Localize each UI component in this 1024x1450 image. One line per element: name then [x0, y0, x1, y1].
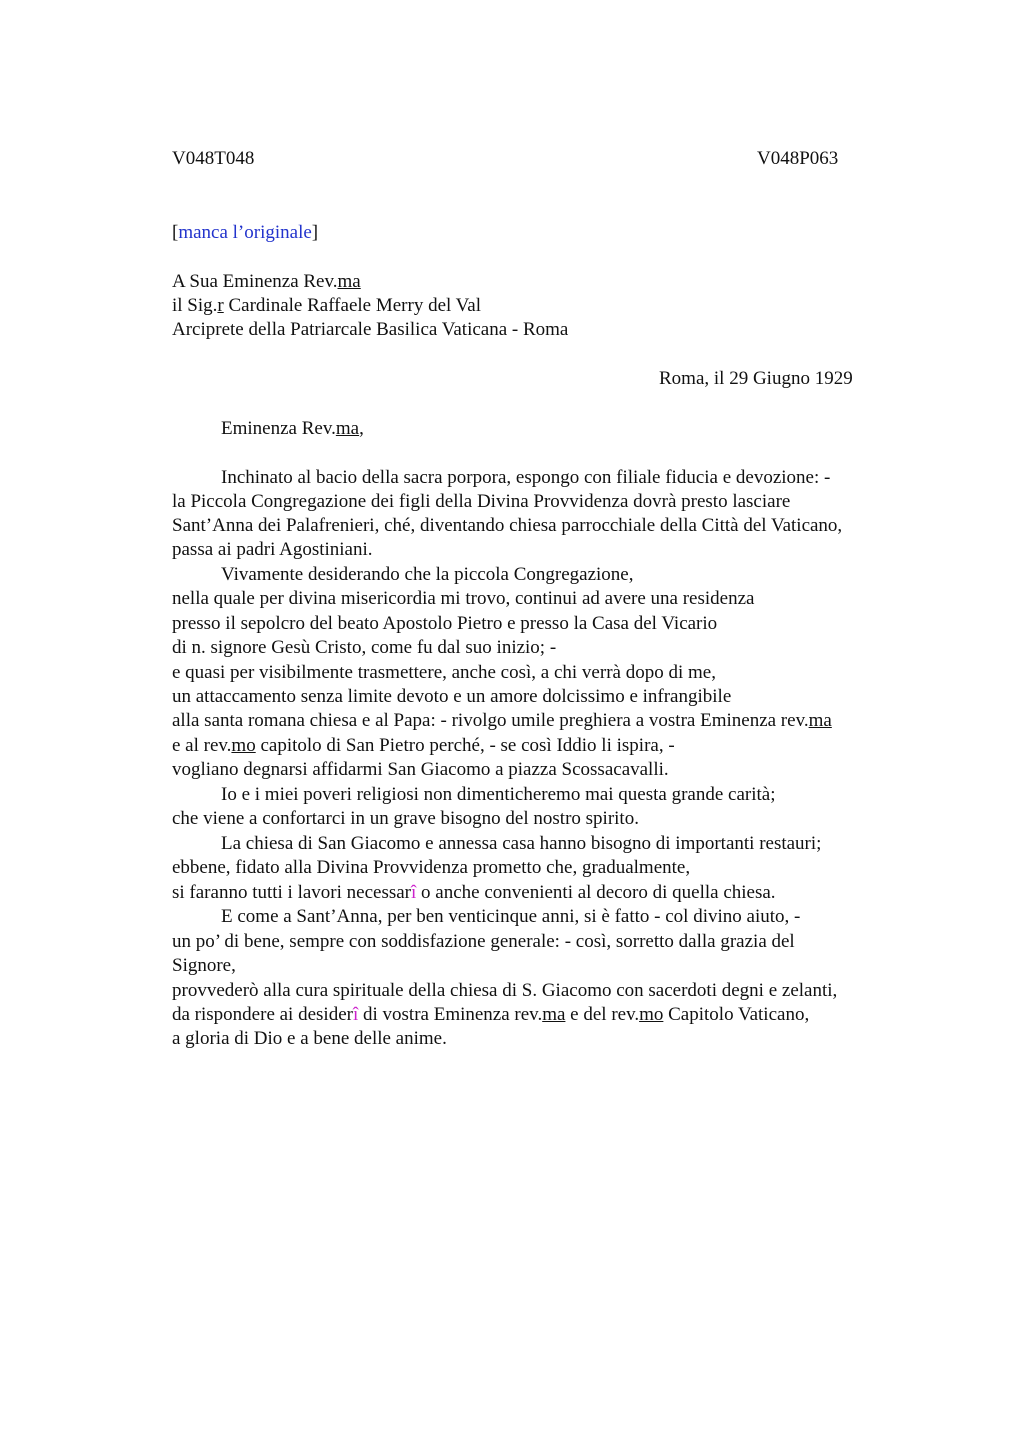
address-line-3: Arciprete della Patriarcale Basilica Vaticana - Roma [172, 319, 569, 340]
header-left-code: V048T048 [172, 148, 255, 169]
header-right-code: V048P063 [757, 148, 839, 169]
body-line: Vivamente desiderando che la piccola Congregazione, [221, 564, 634, 585]
body-line: si faranno tutti i lavori necessarî o anche convenienti al decoro di quella chiesa. [172, 882, 776, 903]
body-line: E come a Sant’Anna, per ben venticinque anni, si è fatto - col divino aiuto, - [221, 906, 801, 927]
body-line: a gloria di Dio e a bene delle anime. [172, 1028, 447, 1049]
body-line: Sant’Anna dei Palafrenieri, ché, diventando chiesa parrocchiale della Città del Vaticano, [172, 515, 843, 536]
address-line-2: il Sig.r Cardinale Raffaele Merry del Val [172, 295, 482, 316]
body-line: provvederò alla cura spirituale della chiesa di S. Giacomo con sacerdoti degni e zelanti, [172, 980, 838, 1001]
body-line: un attaccamento senza limite devoto e un amore dolcissimo e infrangibile [172, 686, 732, 707]
body-line: la Piccola Congregazione dei figli della Divina Provvidenza dovrà presto lasciare [172, 491, 791, 512]
body-line: Inchinato al bacio della sacra porpora, espongo con filiale fiducia e devozione: - [221, 467, 831, 488]
body-line: alla santa romana chiesa e al Papa: - rivolgo umile preghiera a vostra Eminenza rev.ma [172, 710, 832, 731]
body-line: di n. signore Gesù Cristo, come fu dal suo inizio; - [172, 637, 557, 658]
body-line: Io e i miei poveri religiosi non dimenticheremo mai questa grande carità; [221, 784, 776, 805]
letter-date: Roma, il 29 Giugno 1929 [659, 368, 853, 389]
body-line: un po’ di bene, sempre con soddisfazione generale: - così, sorretto dalla grazia del [172, 931, 795, 952]
body-line: vogliano degnarsi affidarmi San Giacomo a piazza Scossacavalli. [172, 759, 669, 780]
address-line-1: A Sua Eminenza Rev.ma [172, 271, 361, 292]
body-line: e quasi per visibilmente trasmettere, anche così, a chi verrà dopo di me, [172, 662, 716, 683]
body-line: ebbene, fidato alla Divina Provvidenza prometto che, gradualmente, [172, 857, 691, 878]
note-text: manca l’originale [178, 222, 312, 243]
body-line: passa ai padri Agostiniani. [172, 539, 373, 560]
salutation: Eminenza Rev.ma, [221, 418, 364, 439]
body-line: che viene a confortarci in un grave bisogno del nostro spirito. [172, 808, 639, 829]
body-line: e al rev.mo capitolo di San Pietro perché, - se così Iddio li ispira, - [172, 735, 675, 756]
body-line: Signore, [172, 955, 236, 976]
body-line: nella quale per divina misericordia mi trovo, continui ad avere una residenza [172, 588, 755, 609]
body-line: da rispondere ai desiderî di vostra Eminenza rev.ma e del rev.mo Capitolo Vaticano, [172, 1004, 810, 1025]
body-line: presso il sepolcro del beato Apostolo Pietro e presso la Casa del Vicario [172, 613, 718, 634]
editorial-note: [manca l’originale] [172, 222, 319, 243]
body-line: La chiesa di San Giacomo e annessa casa hanno bisogno di importanti restauri; [221, 833, 822, 854]
